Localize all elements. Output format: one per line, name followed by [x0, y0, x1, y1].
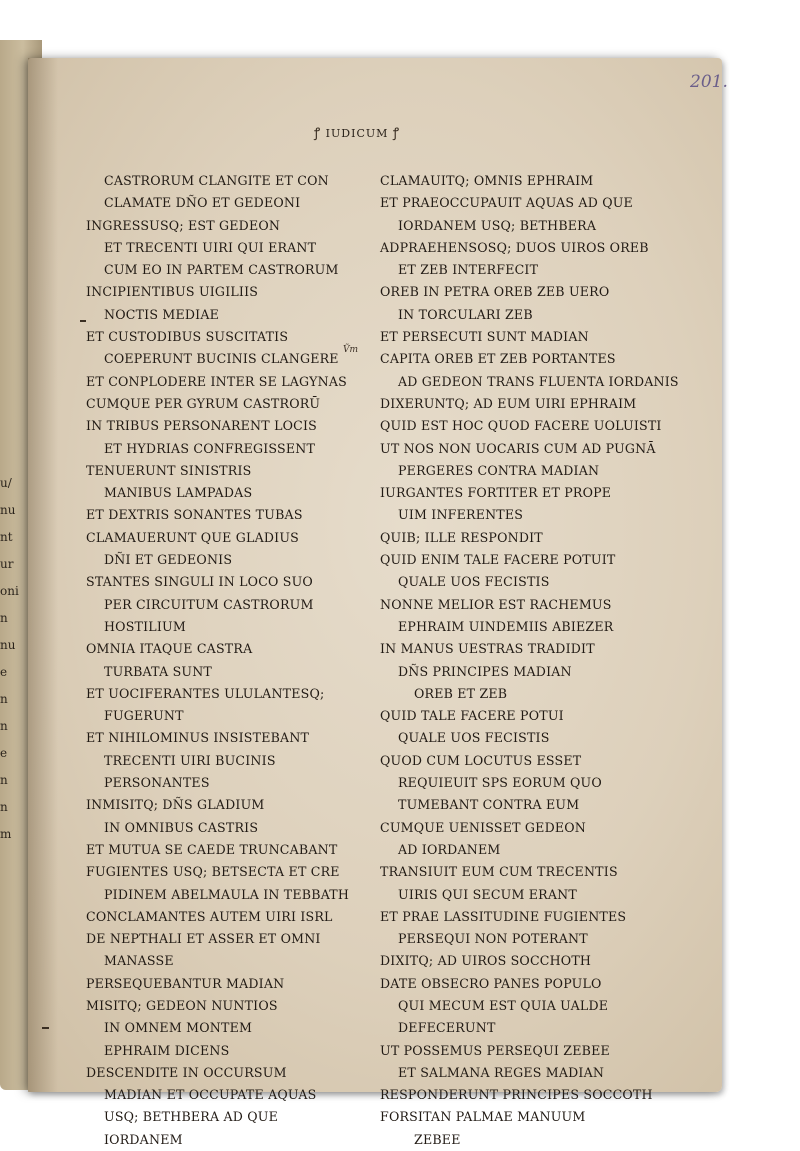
left-column-line: STANTES SINGULI IN LOCO SUO — [86, 574, 313, 590]
running-head-ornament-left: ꝭ — [314, 126, 322, 141]
left-column-line: CUM EO IN PARTEM CASTRORUM — [104, 262, 339, 278]
left-column-line: TRECENTI UIRI BUCINIS — [104, 752, 276, 768]
right-column-line: IORDANEM USQ; BETHBERA — [398, 217, 597, 233]
left-column-line: PERSONANTES — [104, 775, 210, 791]
left-column-line: IN TRIBUS PERSONARENT LOCIS — [86, 418, 317, 434]
left-column-line: ET HYDRIAS CONFREGISSENT — [104, 440, 316, 456]
facing-page-fragment: e — [0, 746, 8, 760]
right-column-line: UIRIS QUI SECUM ERANT — [398, 886, 577, 902]
right-column-line: QUID TALE FACERE POTUI — [380, 708, 564, 724]
right-column-line: QUOD CUM LOCUTUS ESSET — [380, 752, 582, 768]
running-head-title: IUDICUM — [325, 127, 389, 140]
facing-page-fragment: nu — [0, 503, 16, 517]
right-column-line: ET PERSECUTI SUNT MADIAN — [380, 329, 589, 345]
right-column-line: IN TORCULARI ZEB — [398, 306, 533, 322]
right-column-line: RESPONDERUNT PRINCIPES SOCCOTH — [380, 1087, 653, 1103]
right-column-line: ZEBEE — [414, 1131, 461, 1147]
facing-page-fragment: nt — [0, 530, 13, 544]
facing-page-fragment: n — [0, 611, 8, 625]
left-column-line: ET NIHILOMINUS INSISTEBANT — [86, 730, 310, 746]
facing-page-text-fragments — [0, 470, 30, 848]
left-column-line: DESCENDITE IN OCCURSUM — [86, 1064, 287, 1080]
pricking-mark-bottom — [42, 1027, 49, 1029]
right-column-line: DIXERUNTQ; AD EUM UIRI EPHRAIM — [380, 395, 637, 411]
margin-note: Ṽm — [343, 345, 359, 355]
left-column-line: CONCLAMANTES AUTEM UIRI ISRL — [86, 908, 333, 924]
left-column-line: TURBATA SUNT — [104, 663, 213, 679]
left-column-line: TENUERUNT SINISTRIS — [86, 462, 252, 478]
running-head-ornament-right: ꝭ — [392, 126, 401, 141]
right-column-line: ET SALMANA REGES MADIAN — [398, 1064, 605, 1080]
left-column-line: FUGERUNT — [104, 708, 184, 724]
left-column-line: MISITQ; GEDEON NUNTIOS — [86, 997, 278, 1013]
left-column-line: CLAMAUERUNT QUE GLADIUS — [86, 529, 299, 545]
left-column-line: DÑI ET GEDEONIS — [104, 552, 233, 568]
left-column-line: PERSEQUEBANTUR MADIAN — [86, 975, 285, 991]
left-column-line: ET CONPLODERE INTER SE LAGYNAS — [86, 373, 347, 389]
left-column-line: ET MUTUA SE CAEDE TRUNCABANT — [86, 841, 338, 857]
left-column-line: IN OMNEM MONTEM — [104, 1020, 253, 1036]
left-column-line: ET TRECENTI UIRI QUI ERANT — [104, 239, 317, 255]
left-column-line: INCIPIENTIBUS UIGILIIS — [86, 284, 259, 300]
left-column-line: USQ; BETHBERA AD QUE — [104, 1109, 278, 1125]
facing-page-fragment: n — [0, 800, 8, 814]
right-column-line: EPHRAIM UINDEMIIS ABIEZER — [398, 618, 614, 634]
left-column-line: ET DEXTRIS SONANTES TUBAS — [86, 507, 303, 523]
right-column-line: QUI MECUM EST QUIA UALDE — [398, 997, 609, 1013]
left-column-line: OMNIA ITAQUE CASTRA — [86, 641, 253, 657]
text-column-left — [86, 170, 358, 1151]
left-column-line: MADIAN ET OCCUPATE AQUAS — [104, 1087, 317, 1103]
left-column-line: COEPERUNT BUCINIS CLANGERE — [104, 351, 339, 367]
right-column-line: CUMQUE UENISSET GEDEON — [380, 819, 586, 835]
left-column-line: IN OMNIBUS CASTRIS — [104, 819, 259, 835]
right-column-line: AD IORDANEM — [398, 841, 501, 857]
right-column-line: ET PRAE LASSITUDINE FUGIENTES — [380, 908, 627, 924]
facing-page-fragment: n — [0, 773, 8, 787]
right-column-line: IN MANUS UESTRAS TRADIDIT — [380, 641, 595, 657]
right-column-line: ET ZEB INTERFECIT — [398, 262, 539, 278]
right-column-line: QUID EST HOC QUOD FACERE UOLUISTI — [380, 418, 662, 434]
left-column-line: NOCTIS MEDIAE — [104, 306, 220, 322]
text-column-right — [380, 170, 679, 1151]
right-column-line: CLAMAUITQ; OMNIS EPHRAIM — [380, 173, 594, 188]
facing-page-fragment: n — [0, 719, 8, 733]
left-column-line: MANASSE — [104, 953, 174, 969]
right-column-line: TUMEBANT CONTRA EUM — [398, 797, 580, 813]
left-column-line: DE NEPTHALI ET ASSER ET OMNI — [86, 931, 321, 947]
left-column-line: FUGIENTES USQ; BETSECTA ET CRE — [86, 864, 340, 880]
left-column-line: CASTRORUM CLANGITE ET CON — [104, 173, 329, 188]
right-column-line: IURGANTES FORTITER ET PROPE — [380, 485, 612, 501]
right-column-line: UT POSSEMUS PERSEQUI ZEBEE — [380, 1042, 610, 1058]
right-column-line: ET PRAEOCCUPAUIT AQUAS AD QUE — [380, 195, 633, 211]
left-column-line: HOSTILIUM — [104, 618, 186, 634]
right-column-line: OREB ET ZEB — [414, 685, 508, 701]
right-column-line: REQUIEUIT SPS EORUM QUO — [398, 775, 602, 791]
left-column-line: MANIBUS LAMPADAS — [104, 485, 253, 501]
left-column-line: ET UOCIFERANTES ULULANTESQ; — [86, 685, 325, 701]
facing-page-fragment: nu — [0, 638, 16, 652]
right-column-line: UT NOS NON UOCARIS CUM AD PUGNĀ — [380, 440, 656, 456]
facing-page-fragment: ur — [0, 557, 14, 571]
facing-page-fragment: e — [0, 665, 8, 679]
right-column-line: DÑS PRINCIPES MADIAN — [398, 663, 572, 679]
left-column-line: INMISITQ; DÑS GLADIUM — [86, 797, 265, 813]
right-column-line: QUID ENIM TALE FACERE POTUIT — [380, 552, 616, 568]
left-column-line: CLAMATE DÑO ET GEDEONI — [104, 195, 301, 211]
right-column-line: NONNE MELIOR EST RACHEMUS — [380, 596, 612, 612]
left-column-line: CUMQUE PER GYRUM CASTRORŪ — [86, 395, 321, 411]
facing-page-fragment: n — [0, 692, 8, 706]
right-column-line: AD GEDEON TRANS FLUENTA IORDANIS — [398, 373, 679, 389]
right-column-line: QUIB; ILLE RESPONDIT — [380, 529, 543, 545]
right-column-line: FORSITAN PALMAE MANUUM — [380, 1109, 586, 1125]
running-head — [314, 123, 400, 141]
folio-number: 201. — [690, 72, 728, 92]
right-column-line: TRANSIUIT EUM CUM TRECENTIS — [380, 864, 618, 880]
left-column-line: INGRESSUSQ; EST GEDEON — [86, 217, 281, 233]
right-column-line: UIM INFERENTES — [398, 507, 524, 523]
facing-page-fragment: oni — [0, 584, 19, 598]
left-column-line: PIDINEM ABELMAULA IN TEBBATH — [104, 886, 350, 902]
left-column-line: EPHRAIM DICENS — [104, 1042, 230, 1058]
right-column-line: ADPRAEHENSOSQ; DUOS UIROS OREB — [380, 239, 649, 255]
facing-page-fragment: u/ — [0, 476, 12, 490]
right-column-line: QUALE UOS FECISTIS — [398, 574, 550, 590]
left-column-line: ET CUSTODIBUS SUSCITATIS — [86, 329, 289, 345]
right-column-line: DEFECERUNT — [398, 1020, 496, 1036]
right-column-line: OREB IN PETRA OREB ZEB UERO — [380, 284, 610, 300]
right-column-line: DIXITQ; AD UIROS SOCCHOTH — [380, 953, 592, 969]
right-column-line: PERSEQUI NON POTERANT — [398, 931, 588, 947]
right-column-line: PERGERES CONTRA MADIAN — [398, 462, 600, 478]
right-column-line: DATE OBSECRO PANES POPULO — [380, 975, 602, 991]
right-column-line: QUALE UOS FECISTIS — [398, 730, 550, 746]
left-column-line: PER CIRCUITUM CASTRORUM — [104, 596, 314, 612]
facing-page-fragment: m — [0, 827, 12, 841]
right-column-line: CAPITA OREB ET ZEB PORTANTES — [380, 351, 616, 367]
left-column-line: IORDANEM — [104, 1131, 183, 1147]
